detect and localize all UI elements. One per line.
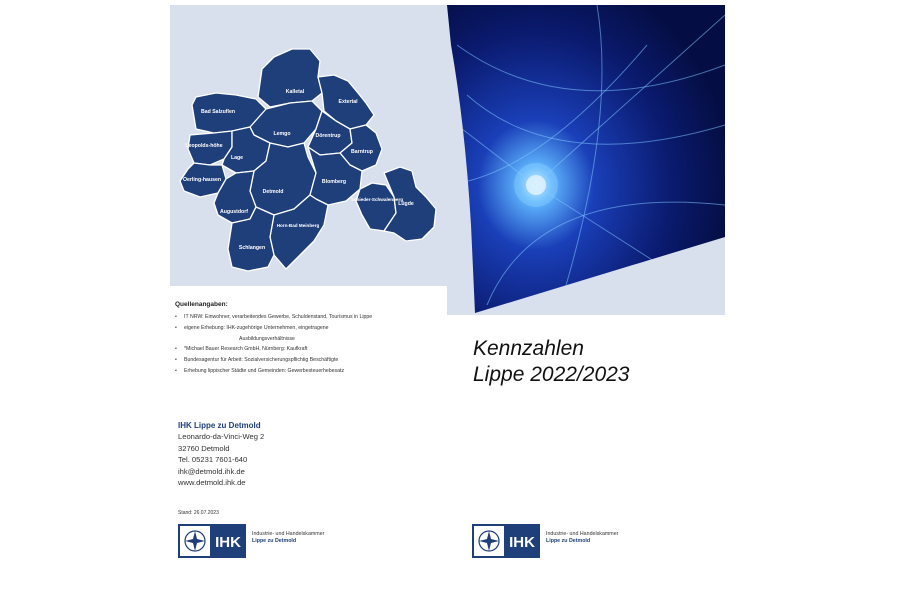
source-item: • eigene Erhebung: IHK-zugehörige Unternehmen, eingetragene	[175, 323, 440, 334]
map-label-oerlinghausen: Oerling-hausen	[182, 177, 222, 183]
document-page	[170, 0, 725, 600]
street: Leonardo-da-Vinci-Weg 2	[178, 432, 265, 442]
map-label-extertal: Extertal	[338, 99, 358, 105]
web-link[interactable]: www.detmold.ihk.de	[178, 478, 246, 488]
map-label-blomberg: Blomberg	[321, 179, 347, 185]
map-label-kalletal: Kalletal	[285, 89, 305, 95]
ihk-logo-mark	[178, 524, 246, 558]
logo-caption-line-1: Industrie- und Handelskammer	[252, 531, 325, 537]
stand-date: Stand: 26.07.2023	[178, 510, 219, 516]
email-link[interactable]: ihk@detmold.ihk.de	[178, 466, 245, 476]
map-label-doerentrup: Dörentrup	[315, 133, 341, 139]
phone: Tel. 05231 7601-640	[178, 455, 248, 465]
lippe-map-panel	[170, 5, 447, 286]
document-title	[473, 336, 630, 388]
map-label-lage: Lage	[230, 155, 244, 161]
map-label-detmold: Detmold	[262, 189, 284, 195]
map-label-lemgo: Lemgo	[273, 131, 291, 137]
source-item: • IT NRW: Einwohner, verarbeitendes Gewerbe, Schuldenstand, Tourismus in Lippe	[175, 312, 440, 323]
title-line-2: Lippe 2022/2023	[473, 363, 630, 386]
logo-caption-line-1: Industrie- und Handelskammer	[546, 531, 619, 537]
map-label-bad-salzuflen: Bad Salzuflen	[200, 109, 236, 115]
map-region-kalletal	[258, 49, 322, 107]
contact-address	[178, 420, 264, 488]
source-item-continuation: Ausbildungsverhältnisse	[239, 335, 295, 342]
cover-image	[447, 5, 725, 315]
ihk-logo-caption	[546, 531, 618, 545]
map-label-luegde: Lügde	[398, 201, 414, 207]
logo-caption-line-2: Lippe zu Detmold	[252, 538, 297, 544]
ihk-logo-mark	[472, 524, 540, 558]
ihk-logo-text: IHK	[215, 534, 241, 551]
org-name: IHK Lippe zu Detmold	[178, 421, 261, 430]
ihk-logo-text: IHK	[509, 534, 535, 551]
sources-section	[175, 301, 440, 377]
ihk-logo-caption	[252, 531, 324, 545]
map-label-leopoldshoehe: Leopolds-höhe	[185, 143, 223, 149]
sources-list	[175, 312, 440, 377]
source-item: • Erhebung lippischer Städte und Gemeinden: Gewerbesteuerhebesatz	[175, 366, 440, 377]
map-label-horn-bad-meinberg: Horn-Bad Meinberg	[276, 223, 320, 228]
source-item: • *Michael Bauer Research GmbH, Nürnberg: Kaufkraft	[175, 344, 440, 355]
map-label-schieder-schwalenberg: Schieder-Schwalenberg	[350, 197, 404, 202]
map-label-barntrup: Barntrup	[351, 149, 373, 155]
map-label-augustdorf: Augustdorf	[220, 209, 248, 215]
logo-caption-line-2: Lippe zu Detmold	[546, 538, 591, 544]
title-line-1: Kennzahlen	[473, 337, 584, 360]
lippe-map	[170, 5, 447, 286]
ihk-logo-right	[472, 524, 632, 558]
source-item: • Bundesagentur für Arbeit: Sozialversicherungspflichtig Beschäftigte	[175, 355, 440, 366]
sources-heading: Quellenangaben:	[175, 301, 228, 308]
city: 32760 Detmold	[178, 443, 230, 453]
map-label-schlangen: Schlangen	[238, 245, 266, 251]
ihk-logo-left	[178, 524, 338, 558]
